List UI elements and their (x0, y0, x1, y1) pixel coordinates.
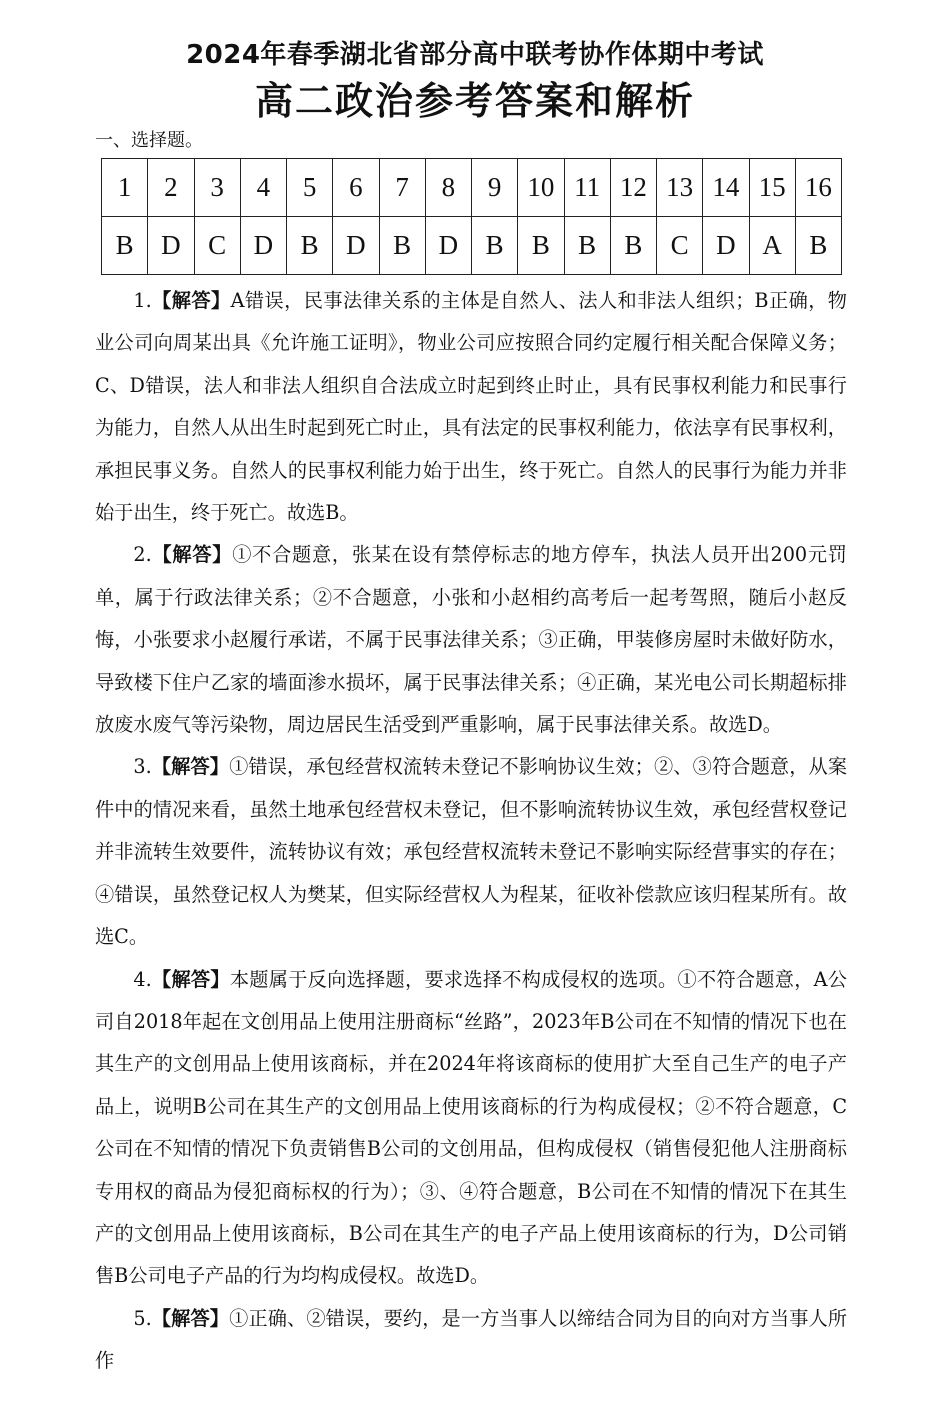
answer-letter-cell: B (287, 217, 333, 275)
answer-tag: 【解答】 (151, 755, 230, 779)
question-number-cell: 2 (148, 159, 194, 217)
answer-letter-cell: B (795, 217, 841, 275)
explanation-text: ①错误，承包经营权流转未登记不影响协议生效；②、③符合题意，从案件中的情况来看，虽然土地承包经营权未登记，但不影响流转协议生效，承包经营权登记并非流转生效要件，流转协议有效；承包经营权流转未登记不影响实际经营事实的存在；④错误，虽然登记权人为樊某，但实际经营权人为程某，征收补偿款应该归程某所有。故选C。 (95, 755, 848, 949)
explanation-number: 5. (133, 1306, 152, 1330)
explanation-number: 4. (133, 967, 152, 991)
explanation-number: 1. (133, 289, 152, 312)
answer-tag: 【解答】 (151, 289, 231, 312)
question-number-cell: 3 (194, 159, 240, 217)
question-number-cell: 4 (240, 159, 286, 217)
exam-title: 2024年春季湖北省部分高中联考协作体期中考试 (186, 40, 764, 70)
answer-letter-cell: D (240, 217, 286, 275)
answer-tag: 【解答】 (151, 543, 233, 567)
answer-letter-cell: B (102, 217, 148, 275)
explanation-text: ①不合题意，张某在设有禁停标志的地方停车，执法人员开出200元罚单，属于行政法律关系；②不合题意，小张和小赵相约高考后一起考驾照，随后小赵反悔，小张要求小赵履行承诺，不属于民事法律关系；③正确，甲装修房屋时未做好防水，导致楼下住户乙家的墙面渗水损坏，属于民事法律关系；④正确，某光电公司长期超标排放废水废气等污染物，周边居民生活受到严重影响，属于民事法律关系。故选D。 (95, 543, 847, 737)
question-number-cell: 12 (610, 159, 656, 217)
explanation-paragraph (95, 1298, 847, 1383)
question-number-cell: 15 (749, 159, 795, 217)
answer-letter-cell: C (657, 217, 703, 275)
answer-table (101, 158, 842, 275)
question-number-cell: 8 (425, 159, 471, 217)
question-number-cell: 10 (518, 159, 564, 217)
answer-tag: 【解答】 (151, 1306, 230, 1330)
answer-letter-cell: D (333, 217, 379, 275)
explanations-section (95, 280, 847, 1383)
question-number-cell: 6 (333, 159, 379, 217)
answer-letter-cell: B (564, 217, 610, 275)
answer-letter-row (102, 217, 842, 275)
answer-letter-cell: B (518, 217, 564, 275)
explanation-number: 3. (133, 755, 152, 779)
explanation-paragraph (95, 746, 847, 958)
question-number-cell: 16 (795, 159, 841, 217)
question-number-cell: 13 (657, 159, 703, 217)
question-number-cell: 14 (703, 159, 749, 217)
answer-letter-cell: B (610, 217, 656, 275)
explanation-paragraph (95, 534, 847, 746)
answer-letter-cell: D (148, 217, 194, 275)
explanation-text: ①正确、②错误，要约，是一方当事人以缔结合同为目的向对方当事人所作 (95, 1306, 848, 1373)
explanation-paragraph (95, 280, 847, 534)
document-subtitle: 高二政治参考答案和解析 (254, 79, 695, 123)
explanation-text: A错误，民事法律关系的主体是自然人、法人和非法人组织；B正确，物业公司向周某出具《允许施工证明》，物业公司应按照合同约定履行相关配合保障义务；C、D错误，法人和非法人组织自合法成立时起到终止时止，具有民事权利能力和民事行为能力，自然人从出生时起到死亡时止，具有法定的民事权利能力，依法享有民事权利，承担民事义务。自然人的民事权利能力始于出生，终于死亡。自然人的民事行为能力并非始于出生，终于死亡。故选B。 (95, 289, 847, 525)
question-number-cell: 1 (102, 159, 148, 217)
answer-letter-cell: B (472, 217, 518, 275)
question-number-cell: 5 (287, 159, 333, 217)
answer-tag: 【解答】 (151, 967, 230, 991)
question-number-cell: 9 (472, 159, 518, 217)
answer-letter-cell: D (425, 217, 471, 275)
answer-letter-cell: C (194, 217, 240, 275)
explanation-text: 本题属于反向选择题，要求选择不构成侵权的选项。①不符合题意，A公司自2018年起在文创用品上使用注册商标“丝路”，2023年B公司在不知情的情况下也在其生产的文创用品上使用该商标，并在2024年将该商标的使用扩大至自己生产的电子产品上，说明B公司在其生产的文创用品上使用该商标的行为构成侵权；②不符合题意，C公司在不知情的情况下负责销售B公司的文创用品，但构成侵权（销售侵犯他人注册商标专用权的商品为侵犯商标权的行为）；③、④符合题意，B公司在不知情的情况下在其生产的文创用品上使用该商标，B公司在其生产的电子产品上使用该商标的行为，D公司销售B公司电子产品的行为均构成侵权。故选D。 (95, 967, 847, 1288)
question-number-cell: 7 (379, 159, 425, 217)
section-heading: 一、选择题。 (95, 130, 203, 151)
explanation-paragraph (95, 959, 847, 1298)
explanation-number: 2. (133, 543, 152, 567)
answer-letter-cell: A (749, 217, 795, 275)
answer-letter-cell: D (703, 217, 749, 275)
question-number-cell: 11 (564, 159, 610, 217)
answer-letter-cell: B (379, 217, 425, 275)
question-number-row (102, 159, 842, 217)
